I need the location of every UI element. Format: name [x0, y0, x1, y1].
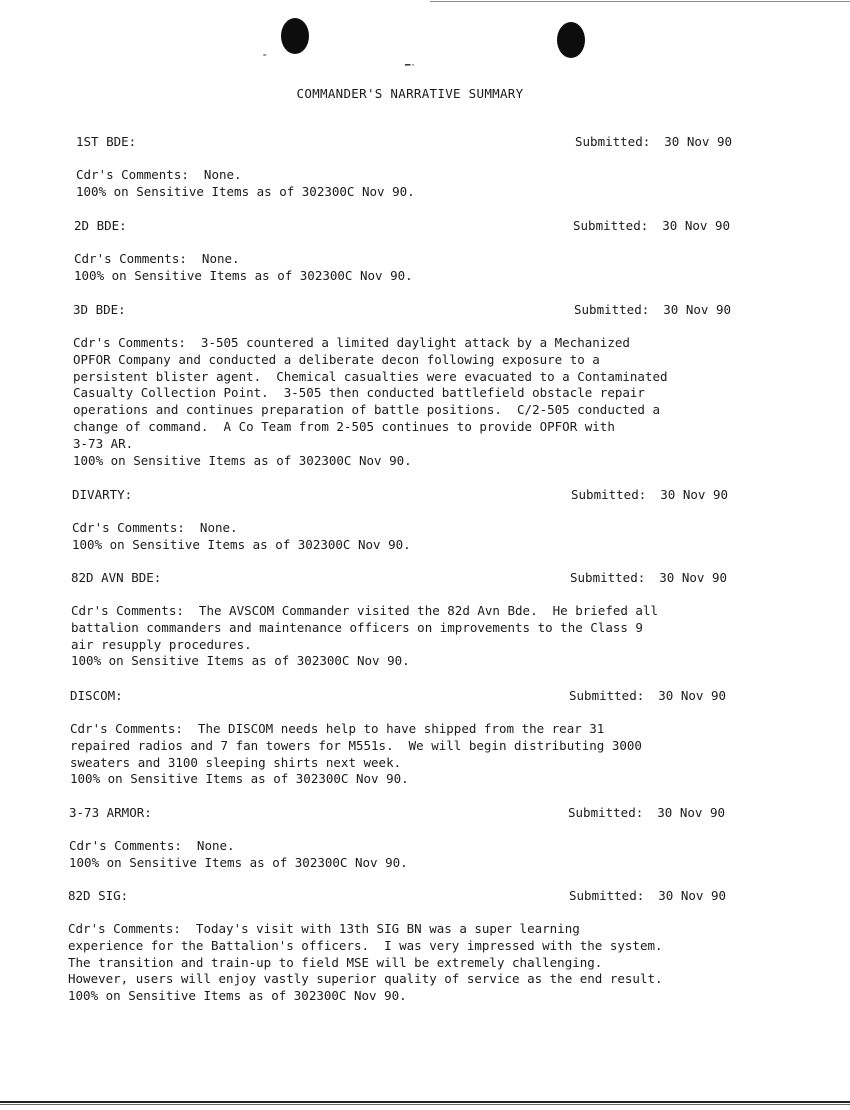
unit-name: 2D BDE: — [74, 218, 127, 233]
submitted-label: Submitted: — [569, 688, 645, 703]
unit-section-82d-avn-bde — [71, 570, 729, 670]
scan-edge-line — [0, 1104, 850, 1105]
punch-hole-right-icon — [557, 22, 585, 58]
unit-header — [72, 487, 730, 504]
submitted-info — [568, 805, 727, 822]
unit-header — [69, 805, 727, 822]
unit-name: DISCOM: — [70, 688, 123, 703]
commander-comments: Cdr's Comments: 3-505 countered a limited daylight attack by a Mechanized OPFOR Company and conducted a deliberate decon following exposure to a persistent blister agent. Chemical casualties were evacuated to a Contaminated Casualty Collection Point. 3-505 then conducted battlefield obstacle repair operations and continues preparation of battle positions. C/2-505 conducted a change of command. A Co Team from 2-505 continues to provide OPFOR with 3-73 AR. 100% on Sensitive Items as of 302300C Nov 90. — [73, 335, 668, 468]
scan-speck-icon: ⁼ — [262, 53, 268, 63]
submitted-date: 30 Nov 90 — [658, 888, 726, 903]
submitted-date: 30 Nov 90 — [662, 218, 730, 233]
submitted-date: 30 Nov 90 — [659, 570, 727, 585]
submitted-label: Submitted: — [571, 487, 647, 502]
unit-name: 3D BDE: — [73, 302, 126, 317]
commander-comments: Cdr's Comments: The DISCOM needs help to have shipped from the rear 31 repaired radios and 7 fan towers for M551s. We will begin distributing 3000 sweaters and 3100 sleeping shirts next week. 100% on Sensitive Items as of 302300C Nov 90. — [70, 721, 642, 787]
punch-hole-left-icon — [281, 18, 309, 54]
submitted-date: 30 Nov 90 — [660, 487, 728, 502]
submitted-info — [570, 570, 729, 587]
unit-header — [74, 218, 732, 235]
submitted-label: Submitted: — [573, 218, 649, 233]
unit-section-discom — [70, 688, 728, 788]
submitted-label: Submitted: — [570, 570, 646, 585]
unit-header — [76, 134, 734, 151]
submitted-info — [569, 888, 728, 905]
commander-comments: Cdr's Comments: None. 100% on Sensitive Items as of 302300C Nov 90. — [72, 520, 411, 552]
scan-edge-line — [430, 1, 850, 2]
unit-section-2d-bde — [74, 218, 732, 285]
commander-comments: Cdr's Comments: None. 100% on Sensitive Items as of 302300C Nov 90. — [76, 167, 415, 199]
unit-section-82d-sig — [68, 888, 736, 1005]
scan-speck-icon: ━· — [405, 61, 416, 71]
submitted-info — [571, 487, 730, 504]
submitted-info — [569, 688, 728, 705]
unit-name: 82D AVN BDE: — [71, 570, 162, 585]
submitted-date: 30 Nov 90 — [657, 805, 725, 820]
submitted-date: 30 Nov 90 — [658, 688, 726, 703]
submitted-date: 30 Nov 90 — [664, 134, 732, 149]
submitted-label: Submitted: — [568, 805, 644, 820]
unit-name: DIVARTY: — [72, 487, 133, 502]
submitted-info — [574, 302, 733, 319]
scan-edge-line — [0, 1101, 850, 1103]
unit-name: 82D SIG: — [68, 888, 129, 903]
unit-section-1st-bde — [76, 134, 734, 201]
unit-name: 3-73 ARMOR: — [69, 805, 152, 820]
submitted-label: Submitted: — [574, 302, 650, 317]
unit-section-divarty — [72, 487, 730, 554]
commander-comments: Cdr's Comments: The AVSCOM Commander visited the 82d Avn Bde. He briefed all battalion commanders and maintenance officers on improvements to the Class 9 air resupply procedures. 100% on Sensitive Items as of 302300C Nov 90. — [71, 603, 658, 669]
unit-section-3d-bde — [73, 302, 738, 469]
page-title: COMMANDER'S NARRATIVE SUMMARY — [296, 86, 524, 101]
unit-header — [70, 688, 728, 705]
submitted-date: 30 Nov 90 — [663, 302, 731, 317]
submitted-label: Submitted: — [569, 888, 645, 903]
submitted-label: Submitted: — [575, 134, 651, 149]
unit-header — [71, 570, 729, 587]
unit-section-3-73-armor — [69, 805, 727, 872]
commander-comments: Cdr's Comments: Today's visit with 13th SIG BN was a super learning experience for the Battalion's officers. I was very impressed with the system. The transition and train-up to field MSE will be extremely challenging. However, users will enjoy vastly superior quality of service as the end result. 100% on Sensitive Items as of 302300C Nov 90. — [68, 921, 663, 1004]
submitted-info — [575, 134, 734, 151]
submitted-info — [573, 218, 732, 235]
unit-header — [73, 302, 733, 319]
commander-comments: Cdr's Comments: None. 100% on Sensitive Items as of 302300C Nov 90. — [74, 251, 413, 283]
unit-name: 1ST BDE: — [76, 134, 137, 149]
commander-comments: Cdr's Comments: None. 100% on Sensitive Items as of 302300C Nov 90. — [69, 838, 408, 870]
unit-header — [68, 888, 728, 905]
